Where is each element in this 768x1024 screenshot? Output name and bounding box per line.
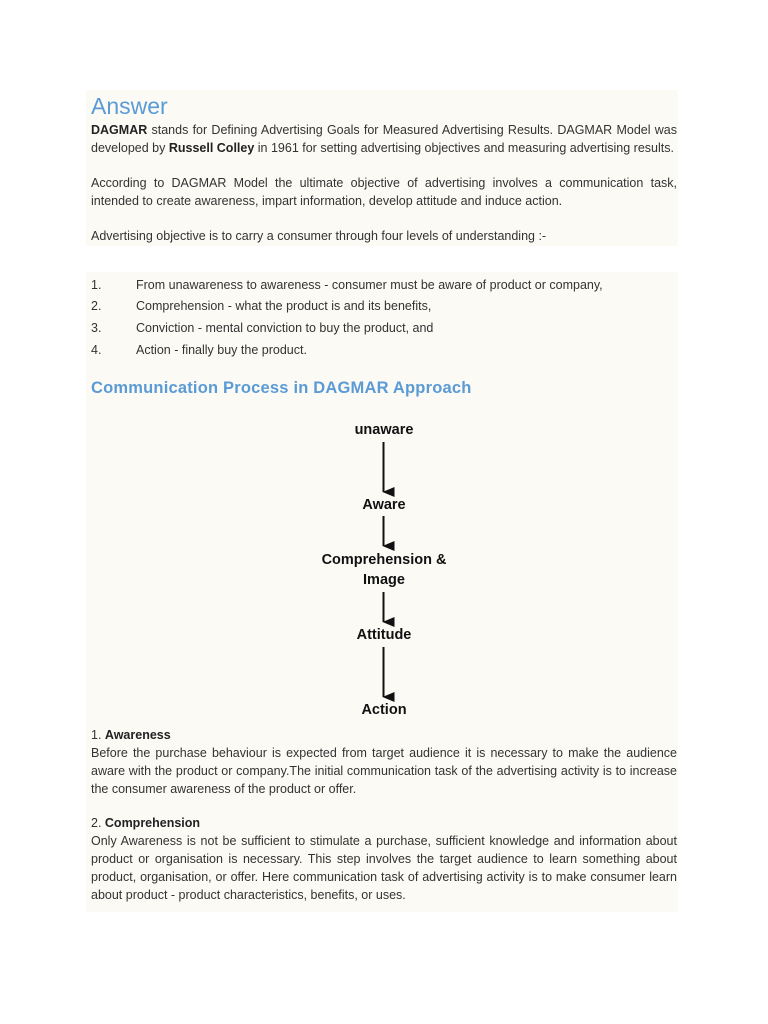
intro-text: stands for Defining Advertising Goals for Measured Advertising Results. DAGMAR Model was developed by (91, 123, 677, 155)
page-title: Answer (91, 93, 168, 119)
intro-text-rest: in 1961 for setting advertising objectives and measuring advertising results. (254, 141, 674, 155)
developer-name: Russell Colley (168, 141, 255, 155)
list-text: From unawareness to awareness - consumer must be aware of product or company, (136, 278, 603, 292)
comprehension-heading (91, 814, 200, 832)
flow-step-attitude: Attitude (356, 627, 412, 643)
flow-step-aware: Aware (362, 497, 406, 513)
flow-step-image: Image (363, 572, 405, 588)
levels-intro: Advertising objective is to carry a consumer through four levels of understanding :- (91, 229, 547, 243)
list-text: Conviction - mental conviction to buy the product, and (136, 321, 434, 335)
flow-step-unaware: unaware (354, 422, 414, 438)
list-number: 1. (91, 278, 102, 292)
comprehension-paragraph: Only Awareness is not be sufficient to stimulate a purchase, sufficient knowledge and information about product or organisation is necessary. This step involves the target audience to learn something about product, organisation, or offer. Here communication task of advertising activity is to make consumer learn about product - product characteristics, benefits, or uses. (91, 834, 677, 902)
flow-step-comprehension: Comprehension & (321, 552, 447, 568)
awareness-paragraph: Before the purchase behaviour is expected from target audience it is necessary to make the audience aware with the product or company.The initial communication task of the advertising activity is to increase the consumer awareness of the product or offer. (91, 746, 677, 796)
dagmar-term: DAGMAR (91, 123, 148, 137)
comprehension-title: Comprehension (104, 816, 201, 830)
list-number: 2. (91, 299, 102, 313)
awareness-title: Awareness (104, 728, 171, 742)
intro-paragraph (91, 121, 677, 157)
list-number: 4. (91, 343, 102, 357)
objective-paragraph: According to DAGMAR Model the ultimate objective of advertising involves a communication task, intended to create awareness, impart information, develop attitude and induce action. (91, 176, 677, 208)
awareness-heading (91, 726, 171, 744)
answer-panel (86, 90, 678, 246)
comprehension-number: 2. (91, 816, 105, 830)
list-number: 3. (91, 321, 102, 335)
awareness-number: 1. (91, 728, 105, 742)
section-heading: Communication Process in DAGMAR Approach (91, 379, 472, 397)
list-text: Comprehension - what the product is and its benefits, (136, 299, 432, 313)
flow-step-action: Action (361, 702, 407, 718)
list-text: Action - finally buy the product. (136, 343, 307, 357)
